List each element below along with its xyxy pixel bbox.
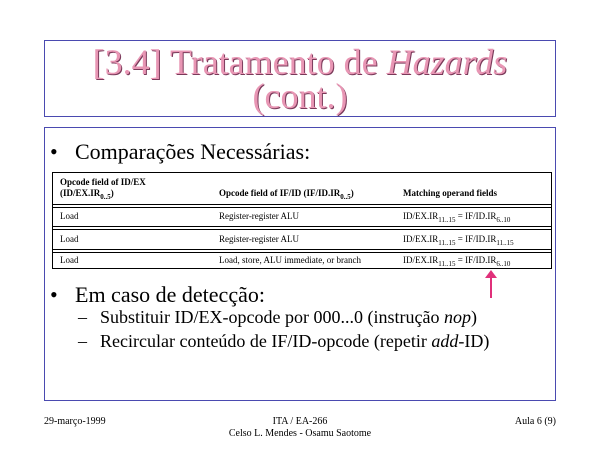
title-prefix: [3.4] Tratamento de — [92, 42, 387, 82]
arrow-shaft — [490, 274, 492, 298]
row1-col2: Register-register ALU — [219, 211, 300, 221]
footer-page: Aula 6 (9) — [514, 416, 556, 427]
footer-center — [0, 416, 600, 440]
bullet-text: Em caso de detecção: — [75, 282, 265, 307]
row1-col3: $ID/EX.IR_{11..15} = IF/ID.IR_{6..10}$ — [403, 211, 511, 224]
table-rule — [53, 207, 551, 208]
table-rule — [53, 226, 551, 227]
row3-col3: $ID/EX.IR_{11..15} = IF/ID.IR_{6..10}$ — [403, 255, 511, 268]
row2-col1: Load — [60, 234, 79, 244]
comparison-table — [52, 172, 552, 269]
dash-icon: – — [78, 307, 87, 327]
header-col1-line1: Opcode field of ID/EX — [60, 177, 146, 187]
table-rule — [53, 252, 551, 253]
bullet-dot-icon: • — [50, 282, 58, 307]
bullet-text: Comparações Necessárias: — [75, 139, 311, 164]
slide-title-line1 — [45, 42, 555, 82]
title-italic: Hazards — [386, 42, 508, 82]
table-rule — [53, 204, 551, 205]
row3-col1: Load — [60, 255, 79, 265]
dash-icon: – — [78, 331, 87, 351]
bullet-dot-icon: • — [50, 139, 58, 164]
header-col1 — [60, 177, 146, 203]
sub-item-text: Recircular conteúdo de IF/ID-opcode (repetir add-ID) — [100, 331, 490, 351]
sub-item-text: Substituir ID/EX-opcode por 000...0 (instrução nop) — [100, 307, 477, 327]
table-rule — [53, 229, 551, 230]
row2-col3: $ID/EX.IR_{11..15} = IF/ID.IR_{11..15}$ — [403, 234, 514, 247]
slide-title-box — [44, 40, 556, 117]
row3-col2: Load, store, ALU immediate, or branch — [219, 255, 361, 265]
footer-date: 29-março-1999 — [44, 416, 106, 427]
table-rule — [53, 249, 551, 250]
footer-course: ITA / EA-266 — [272, 416, 328, 427]
footer-authors: Celso L. Mendes - Osamu Saotome — [228, 428, 372, 439]
slide-title-line2: (cont.) — [252, 76, 348, 116]
header-col3: Matching operand fields — [403, 188, 498, 198]
header-col1-line2: $(ID/EX.IR_{0..5})$ — [60, 188, 114, 201]
row1-col1: Load — [60, 211, 79, 221]
header-col2: Opcode field of IF/ID $(IF/ID.IR_{0..5})$ — [219, 188, 354, 201]
row2-col2: Register-register ALU — [219, 234, 300, 244]
